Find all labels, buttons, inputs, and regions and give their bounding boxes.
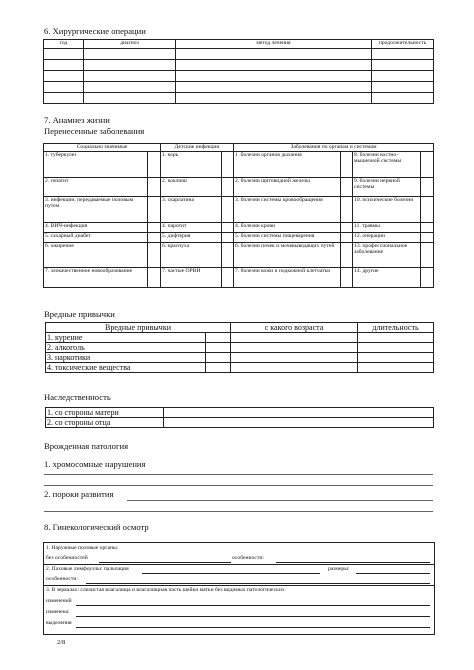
- table-cell[interactable]: [372, 82, 434, 93]
- row-divider: [44, 564, 434, 565]
- diseases-col-organs: Заболевания по органам и системам: [234, 144, 434, 152]
- habit-label: 1. курение: [46, 333, 206, 343]
- table-cell[interactable]: [372, 93, 434, 104]
- surgery-col-diagnosis: диагноз: [84, 40, 176, 49]
- disease-label: 5. дифтерия: [161, 233, 222, 243]
- habits-col-duration: длительность: [358, 323, 434, 333]
- gyn-changed-label: изменена:: [46, 609, 70, 615]
- disease-label: 12. операции: [353, 233, 421, 243]
- disease-label: 2. гепатит: [44, 178, 148, 197]
- gyn-features-label: особенности:: [232, 555, 264, 561]
- heredity-field[interactable]: [164, 408, 434, 418]
- disease-checkbox[interactable]: [421, 197, 434, 223]
- anamnesis-heading: 7. Анамнез жизни: [44, 115, 110, 125]
- habit-label: 2. алкоголь: [46, 343, 206, 353]
- table-cell[interactable]: [372, 71, 434, 82]
- fill-line[interactable]: [276, 562, 430, 563]
- table-cell[interactable]: [84, 60, 176, 71]
- fill-line[interactable]: [44, 485, 433, 486]
- disease-checkbox[interactable]: [148, 233, 161, 243]
- disease-label: 7. злокачественное новообразование: [44, 268, 148, 288]
- surgery-col-year: год: [44, 40, 84, 49]
- disease-checkbox[interactable]: [341, 223, 353, 233]
- disease-checkbox[interactable]: [148, 152, 161, 178]
- habit-age-field[interactable]: [231, 333, 358, 343]
- table-cell[interactable]: [176, 71, 372, 82]
- disease-checkbox[interactable]: [421, 223, 434, 233]
- fill-line[interactable]: [44, 474, 433, 475]
- diseases-table: [43, 143, 434, 288]
- disease-label: 1 .болезни органов дыхания: [234, 152, 341, 178]
- disease-label: 3. скарлатина: [161, 197, 222, 223]
- disease-checkbox[interactable]: [222, 178, 234, 197]
- table-cell[interactable]: [176, 82, 372, 93]
- disease-checkbox[interactable]: [222, 197, 234, 223]
- heredity-field[interactable]: [164, 418, 434, 428]
- disease-label: 1. туберкулез: [44, 152, 148, 178]
- habits-col-habit: Вредные привычки: [46, 323, 231, 333]
- habit-checkbox[interactable]: [206, 353, 231, 363]
- disease-label: 3. болезни системы кровообращения: [234, 197, 341, 223]
- disease-label: 3. инфекции, передаваемые половым путем: [44, 197, 148, 223]
- disease-checkbox[interactable]: [222, 233, 234, 243]
- fill-line[interactable]: [76, 627, 430, 628]
- gyn-no-features: без особенностей: [46, 555, 88, 561]
- disease-checkbox[interactable]: [341, 268, 353, 288]
- disease-checkbox[interactable]: [148, 223, 161, 233]
- habit-duration-field[interactable]: [358, 333, 434, 343]
- gyn-no-changes: изменений: [46, 598, 72, 604]
- disease-label: 11. травмы: [353, 223, 421, 233]
- habit-duration-field[interactable]: [358, 343, 434, 353]
- disease-label: 2. болезни щитовидной железы: [234, 178, 341, 197]
- surgery-heading: 6. Хирургические операции: [44, 26, 146, 36]
- table-cell[interactable]: [44, 60, 84, 71]
- table-cell[interactable]: [372, 49, 434, 60]
- row-divider: [44, 585, 434, 586]
- heredity-heading: Наследственность: [44, 392, 111, 402]
- disease-checkbox[interactable]: [341, 243, 353, 268]
- congenital-item-malformations: 2. пороки развития: [44, 489, 114, 499]
- disease-checkbox[interactable]: [222, 223, 234, 233]
- disease-checkbox[interactable]: [421, 178, 434, 197]
- disease-checkbox[interactable]: [421, 233, 434, 243]
- habit-age-field[interactable]: [231, 353, 358, 363]
- table-cell[interactable]: [44, 82, 84, 93]
- fill-line[interactable]: [142, 573, 320, 574]
- disease-label: 6. болезни почек и мочевыводящих путей: [234, 243, 341, 268]
- disease-checkbox[interactable]: [341, 178, 353, 197]
- fill-line[interactable]: [356, 573, 430, 574]
- habit-checkbox[interactable]: [206, 333, 231, 343]
- heredity-label: 1. со стороны матери: [46, 408, 164, 418]
- disease-checkbox[interactable]: [148, 268, 161, 288]
- fill-line[interactable]: [76, 605, 430, 606]
- disease-checkbox[interactable]: [148, 178, 161, 197]
- habit-age-field[interactable]: [231, 363, 358, 373]
- table-cell[interactable]: [44, 49, 84, 60]
- habit-duration-field[interactable]: [358, 353, 434, 363]
- disease-label: 9. болезни нервной системы: [353, 178, 421, 197]
- disease-label: 6. краснуха: [161, 243, 222, 268]
- disease-checkbox[interactable]: [148, 197, 161, 223]
- disease-label: 4. ВИЧ-инфекция: [44, 223, 148, 233]
- heredity-table: [45, 407, 434, 428]
- surgery-col-duration: продолжительность: [372, 40, 434, 49]
- disease-checkbox[interactable]: [421, 243, 434, 268]
- gyn-exam-box: [43, 542, 435, 635]
- disease-checkbox[interactable]: [421, 152, 434, 178]
- anamnesis-subheading: Перенесенные заболевания: [44, 126, 145, 136]
- table-cell[interactable]: [372, 60, 434, 71]
- page-number: 2/8: [57, 639, 66, 646]
- disease-checkbox[interactable]: [341, 197, 353, 223]
- gyn-external-label: 1. Наружные половые органы:: [46, 545, 119, 551]
- surgery-table: [43, 39, 434, 104]
- table-cell[interactable]: [44, 93, 84, 104]
- fill-line[interactable]: [76, 616, 430, 617]
- habit-label: 4. токсические вещества: [46, 363, 206, 373]
- habit-duration-field[interactable]: [358, 363, 434, 373]
- disease-label: 10. психические болезни: [353, 197, 421, 223]
- disease-label: 8. болезни костно-мышечной системы: [353, 152, 421, 178]
- disease-label: 4. паротит: [161, 223, 222, 233]
- habits-heading: Вредные привычки: [44, 309, 115, 319]
- fill-line[interactable]: [99, 562, 231, 563]
- fill-line[interactable]: [44, 511, 433, 512]
- disease-label: 14. другие: [353, 268, 421, 288]
- disease-checkbox[interactable]: [222, 268, 234, 288]
- gyn-discharge-label: выделения: [46, 620, 72, 626]
- habits-table: [45, 322, 434, 373]
- gyn-lymph-label: 2. Паховые лимфоузлы: пальпация: [46, 566, 129, 572]
- disease-label: 6. ожирение: [44, 243, 148, 268]
- gyn-mirror-label: 3. В зеркалах: слизистая влагалища и влагалищная часть шейки матки без видимых патологических: [46, 587, 285, 593]
- disease-label: 2. коклюш: [161, 178, 222, 197]
- gyn-lymph-features-label: особенности:: [46, 576, 78, 582]
- table-cell[interactable]: [176, 93, 372, 104]
- disease-checkbox[interactable]: [222, 152, 234, 178]
- disease-checkbox[interactable]: [341, 233, 353, 243]
- congenital-heading: Врожденная патология: [44, 441, 129, 451]
- disease-label: 5. сахарный диабет: [44, 233, 148, 243]
- disease-checkbox[interactable]: [222, 243, 234, 268]
- disease-label: 1. корь: [161, 152, 222, 178]
- disease-label: 7. болезни кожи и подкожной клетчатки: [234, 268, 341, 288]
- table-cell[interactable]: [84, 49, 176, 60]
- table-cell[interactable]: [84, 71, 176, 82]
- table-cell[interactable]: [176, 60, 372, 71]
- habit-label: 3. наркотики: [46, 353, 206, 363]
- habit-checkbox[interactable]: [206, 343, 231, 353]
- fill-line[interactable]: [86, 583, 430, 584]
- congenital-item-chromosomal: 1. хромосомные нарушения: [44, 459, 146, 469]
- table-cell[interactable]: [84, 93, 176, 104]
- surgery-col-method: метод лечения: [176, 40, 372, 49]
- disease-checkbox[interactable]: [341, 152, 353, 178]
- gyn-heading: 8. Гинекологический осмотр: [44, 522, 149, 532]
- disease-label: 13. профессиональное заболевание: [353, 243, 421, 268]
- table-cell[interactable]: [44, 71, 84, 82]
- habits-col-age: с какого возраста: [231, 323, 358, 333]
- habit-checkbox[interactable]: [206, 363, 231, 373]
- gyn-lymph-size-label: размеры:: [328, 566, 350, 572]
- habit-age-field[interactable]: [231, 343, 358, 353]
- diseases-col-social: Социально значимые: [44, 144, 161, 152]
- disease-label: 7. частые ОРВИ: [161, 268, 222, 288]
- fill-line[interactable]: [127, 500, 433, 501]
- disease-label: 4. болезни крови: [234, 223, 341, 233]
- table-cell[interactable]: [84, 82, 176, 93]
- disease-checkbox[interactable]: [421, 268, 434, 288]
- diseases-col-child: Детские инфекции: [161, 144, 234, 152]
- table-cell[interactable]: [176, 49, 372, 60]
- heredity-label: 2. со стороны отца: [46, 418, 164, 428]
- disease-label: 5. болезни системы пищеварения: [234, 233, 341, 243]
- disease-checkbox[interactable]: [148, 243, 161, 268]
